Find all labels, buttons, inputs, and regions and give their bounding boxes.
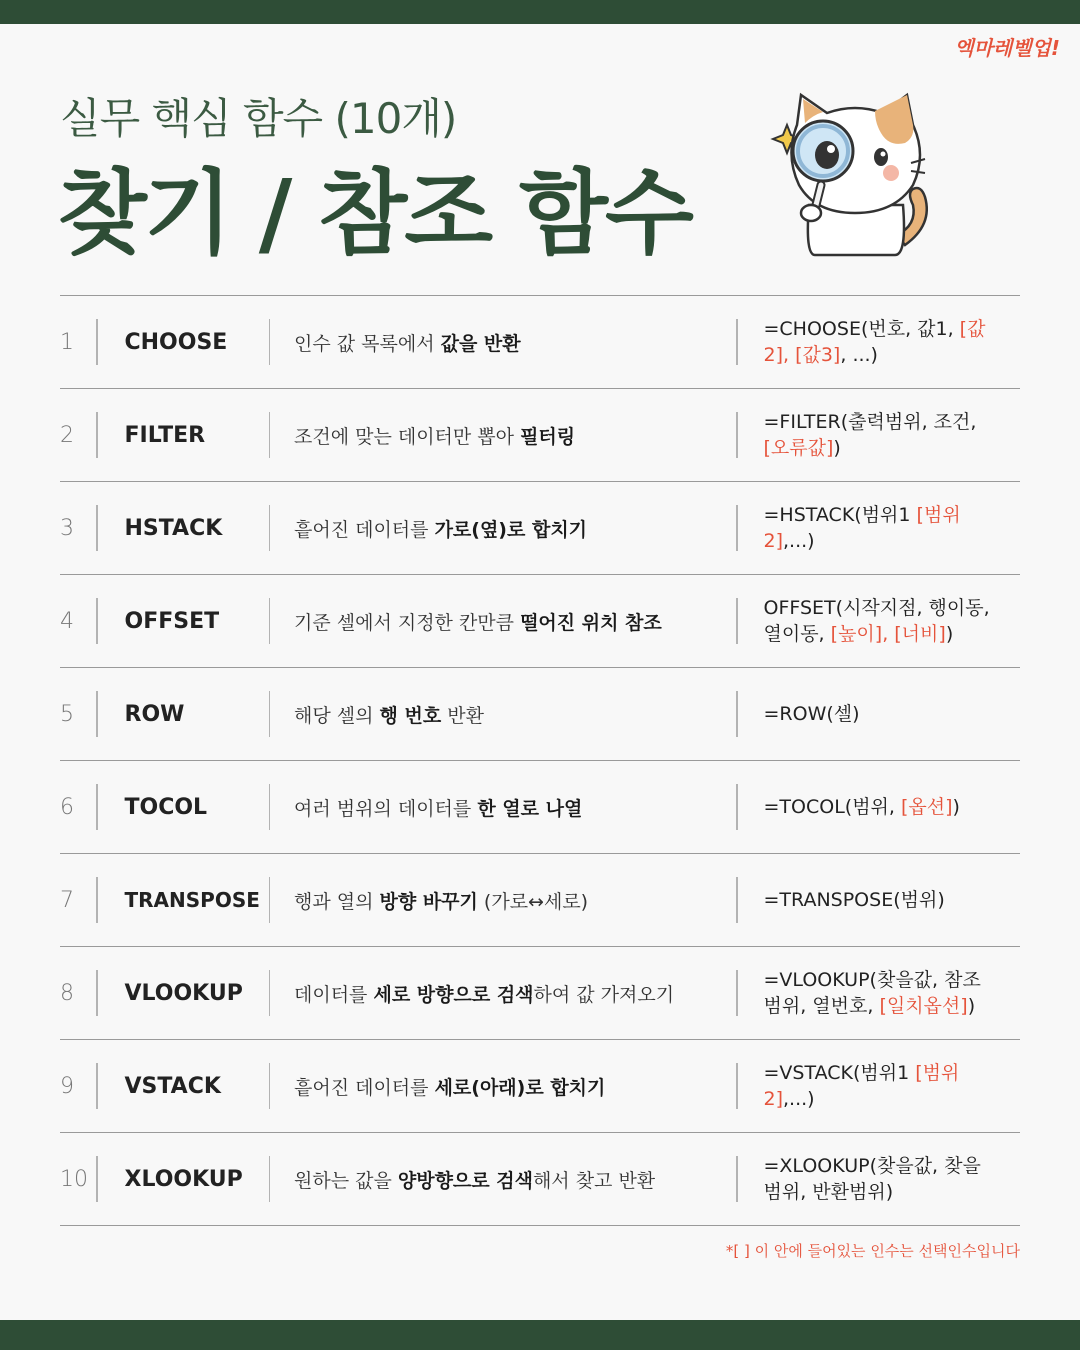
function-syntax: =FILTER(출력범위, 조건, [오류값])	[763, 411, 977, 459]
function-syntax: =VSTACK(범위1 [범위2],...)	[763, 1062, 960, 1110]
function-description: 조건에 맞는 데이터만 뽑아 필터링	[294, 425, 576, 448]
function-name: XLOOKUP	[124, 1166, 243, 1192]
table-row	[60, 854, 1020, 947]
table-row	[60, 761, 1020, 854]
row-number: 2	[60, 422, 74, 448]
function-description: 인수 값 목록에서 값을 반환	[294, 332, 521, 355]
function-syntax: OFFSET(시작지점, 행이동, 열이동, [높이], [너비])	[763, 597, 990, 645]
function-name: VLOOKUP	[124, 980, 243, 1006]
function-syntax: =HSTACK(범위1 [범위2],...)	[763, 504, 961, 552]
function-table	[60, 295, 1020, 1226]
function-description: 원하는 값을 양방향으로 검색해서 찾고 반환	[294, 1169, 656, 1192]
optional-argument: [범위2]	[763, 1062, 960, 1110]
table-row	[60, 575, 1020, 668]
row-number: 1	[60, 329, 74, 355]
cat-magnifier-illustration	[765, 85, 945, 270]
optional-argument: [오류값]	[763, 437, 834, 459]
function-name: OFFSET	[124, 608, 220, 634]
page-subtitle: 실무 핵심 함수 (10개)	[60, 94, 457, 143]
function-name: FILTER	[124, 422, 206, 448]
function-description: 해당 셀의 행 번호 반환	[294, 704, 484, 727]
table-row	[60, 947, 1020, 1040]
function-description: 행과 열의 방향 바꾸기 (가로↔세로)	[294, 890, 589, 913]
function-name: ROW	[124, 701, 185, 727]
row-number: 4	[60, 608, 74, 634]
row-number: 9	[60, 1073, 74, 1099]
optional-argument: [일치옵션]	[879, 995, 968, 1017]
row-number: 10	[60, 1166, 88, 1192]
table-row	[60, 1040, 1020, 1133]
row-number: 7	[60, 887, 74, 913]
table-row	[60, 482, 1020, 575]
row-number: 3	[60, 515, 74, 541]
function-description: 기준 셀에서 지정한 칸만큼 떨어진 위치 참조	[294, 611, 662, 634]
bottom-bar	[0, 1320, 1080, 1350]
table-row	[60, 389, 1020, 482]
function-syntax: =TRANSPOSE(범위)	[763, 889, 945, 911]
optional-argument: [높이], [너비]	[830, 623, 946, 645]
optional-argument: [값2], [값3]	[763, 318, 986, 366]
row-number: 8	[60, 980, 74, 1006]
optional-argument: [범위2]	[763, 504, 961, 552]
page-title: 찾기 / 참조 함수	[58, 160, 691, 267]
function-name: VSTACK	[124, 1073, 221, 1099]
table-row	[60, 296, 1020, 389]
function-description: 데이터를 세로 방향으로 검색하여 값 가져오기	[294, 983, 675, 1006]
function-name: HSTACK	[124, 515, 223, 541]
function-syntax: =ROW(셀)	[763, 703, 860, 725]
row-number: 5	[60, 701, 74, 727]
function-description: 여러 범위의 데이터를 한 열로 나열	[294, 797, 583, 820]
table-row	[60, 668, 1020, 761]
row-number: 6	[60, 794, 74, 820]
table-row	[60, 1133, 1020, 1226]
top-bar	[0, 0, 1080, 24]
footnote: *[ ] 이 안에 들어있는 인수는 선택인수입니다	[725, 1242, 1020, 1260]
function-description: 흩어진 데이터를 세로(아래)로 합치기	[294, 1076, 606, 1099]
function-name: TOCOL	[124, 794, 208, 820]
function-syntax: =TOCOL(범위, [옵션])	[763, 796, 960, 818]
function-description: 흩어진 데이터를 가로(옆)로 합치기	[294, 518, 588, 541]
function-syntax: =VLOOKUP(찾을값, 참조범위, 열번호, [일치옵션])	[763, 969, 981, 1017]
optional-argument: [옵션]	[901, 796, 953, 818]
function-syntax: =XLOOKUP(찾을값, 찾을범위, 반환범위)	[763, 1155, 981, 1203]
function-name: TRANSPOSE	[124, 888, 260, 912]
function-syntax: =CHOOSE(번호, 값1, [값2], [값3], ...)	[763, 318, 986, 366]
brand-logo: 엑마레벨업!	[954, 36, 1060, 60]
function-name: CHOOSE	[124, 329, 228, 355]
